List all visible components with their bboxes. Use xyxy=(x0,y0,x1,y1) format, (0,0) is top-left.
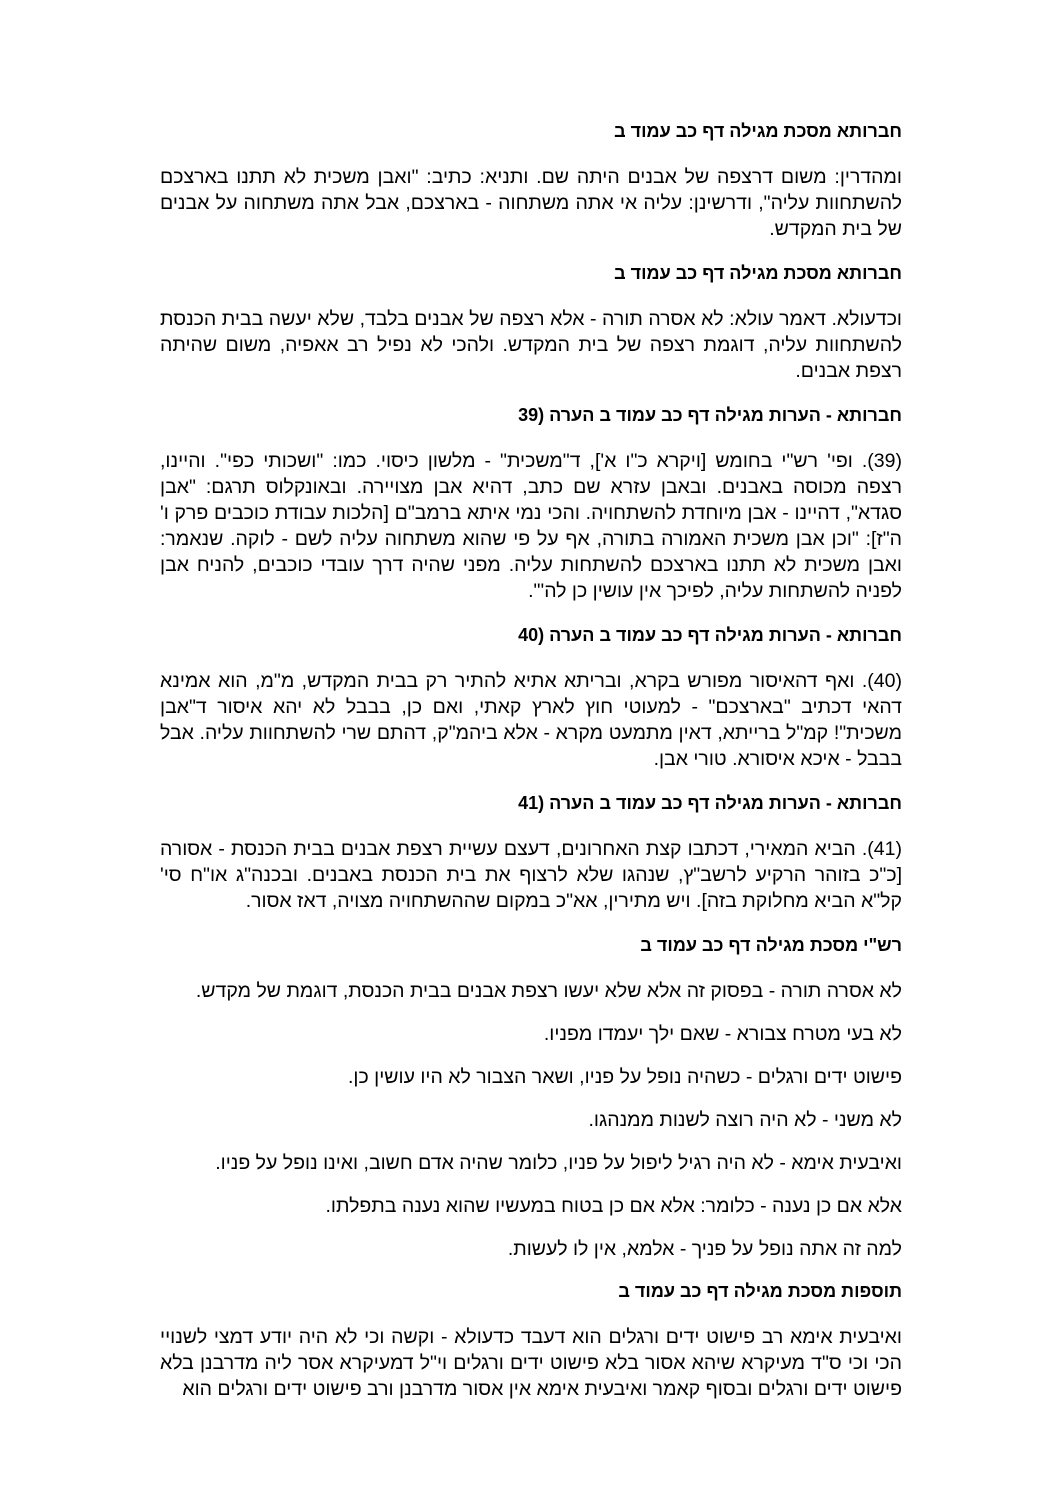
rashi-item: אלא אם כן נענה - כלומר: אלא אם כן בטוח במעשיו שהוא נענה בתפלתו. xyxy=(325,1195,902,1217)
note-heading: חברותא - הערות מגילה דף כב עמוד ב הערה (41 xyxy=(518,793,902,813)
rashi-item: לא משני - לא היה רוצה לשנות ממנהגו. xyxy=(588,1109,902,1131)
rashi-item: ואיבעית אימא - לא היה רגיל ליפול על פניו, כלומר שהיה אדם חשוב, ואינו נופל על פניו. xyxy=(215,1152,902,1174)
section-heading: חברותא מסכת מגילה דף כב עמוד ב xyxy=(614,263,902,283)
rashi-item: פישוט ידים ורגלים - כשהיה נופל על פניו, ושאר הצבור לא היו עושין כן. xyxy=(348,1066,902,1088)
note-heading: חברותא - הערות מגילה דף כב עמוד ב הערה (40 xyxy=(518,625,902,645)
tosafot-heading: תוספות מסכת מגילה דף כב עמוד ב xyxy=(618,1281,902,1301)
tosafot-paragraph: ואיבעית אימא רב פישוט ידים ורגלים הוא דעבד כדעולא - וקשה וכי לא היה יודע דמצי לשנויי הכי וכי ס"ד מעיקרא שיהא אסור בלא פישוט ידים ורגלים וי"ל דמעיקרא אסר ליה מדרבנן בלא פישוט ידים ורגלים ובסוף קאמר ואיבעית אימא אין אסור מדרבנן ורב פישוט ידים ורגלים הוא xyxy=(160,1326,902,1400)
document-page xyxy=(160,118,902,1420)
note-paragraph: (41). הביא המאירי, דכתבו קצת האחרונים, דעצם עשיית רצפת אבנים בבית הכנסת - אסורה [כ"כ בזוהר הרקיע לרשב"ץ, שנהגו שלא לרצוף את בית הכנסת באבנים. ובכנה"ג או"ח סי' קל"א הביא מחלוקת בזה]. ויש מתירין, אא"כ במקום שההשתחויה מצויה, דאז אסור. xyxy=(160,838,902,912)
note-paragraph: (39). ופי' רש"י בחומש [ויקרא כ"ו א'], ד"משכית" - מלשון כיסוי. כמו: "ושכותי כפי". והיינו, רצפה מכוסה באבנים. ובאבן עזרא שם כתב, דהיא אבן מצויירה. ובאונקלוס תרגם: "אבן סגדא", דהיינו - אבן מיוחדת להשתחויה. והכי נמי איתא ברמב"ם [הלכות עבודת כוכבים פרק ו' ה"ז]: "וכן אבן משכית האמורה בתורה, אף על פי שהוא משתחוה עליה לשם - לוקה. שנאמר: ואבן משכית לא תתנו בארצכם להשתחות עליה. מפני שהיה דרך עובדי כוכבים, להניח אבן לפניה להשתחות עליה, לפיכך אין עושין כן לה'". xyxy=(160,450,902,602)
note-paragraph: (40). ואף דהאיסור מפורש בקרא, ובריתא אתיא להתיר רק בבית המקדש, מ"מ, הוא אמינא דהאי דכתיב "בארצכם" - למעוטי חוץ לארץ קאתי, ואם כן, בבבל לא יהא איסור ד"אבן משכית"! קמ"ל ברייתא, דאין מתמעט מקרא - אלא ביהמ"ק, דהתם שרי להשתחוות עליה. אבל בבבל - איכא איסורא. טורי אבן. xyxy=(160,670,902,770)
note-heading: חברותא - הערות מגילה דף כב עמוד ב הערה (39 xyxy=(518,405,902,425)
section-paragraph: וכדעולא. דאמר עולא: לא אסרה תורה - אלא רצפה של אבנים בלבד, שלא יעשה בבית הכנסת להשתחוות עליה, דוגמת רצפה של בית המקדש. ולהכי לא נפיל רב אאפיה, משום שהיתה רצפת אבנים. xyxy=(160,308,902,382)
rashi-heading: רש"י מסכת מגילה דף כב עמוד ב xyxy=(640,935,902,955)
rashi-item: למה זה אתה נופל על פניך - אלמא, אין לו לעשות. xyxy=(507,1238,902,1260)
rashi-item: לא בעי מטרח צבורא - שאם ילך יעמדו מפניו. xyxy=(543,1023,902,1045)
section-paragraph: ומהדרין: משום דרצפה של אבנים היתה שם. ותניא: כתיב: "ואבן משכית לא תתנו בארצכם להשתחוות עליה", ודרשינן: עליה אי אתה משתחוה - בארצכם, אבל אתה משתחוה על אבנים של בית המקדש. xyxy=(160,166,902,240)
rashi-item: לא אסרה תורה - בפסוק זה אלא שלא יעשו רצפת אבנים בבית הכנסת, דוגמת של מקדש. xyxy=(195,980,902,1002)
section-heading: חברותא מסכת מגילה דף כב עמוד ב xyxy=(614,121,902,141)
